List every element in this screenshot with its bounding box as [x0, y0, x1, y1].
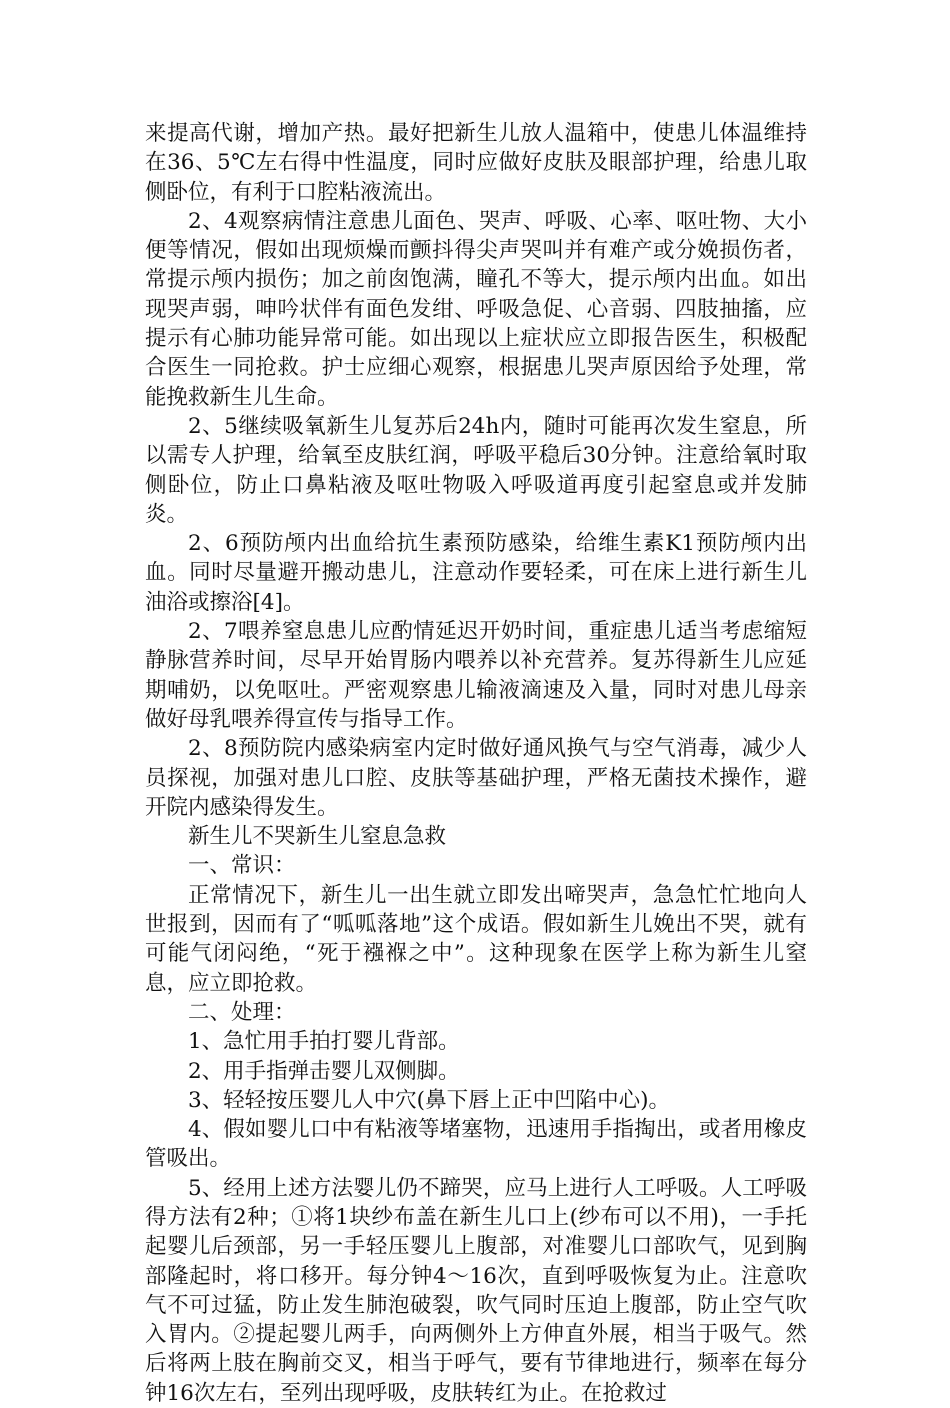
subheading-treatment: 二、处理： — [188, 999, 296, 1025]
document-body — [145, 119, 807, 1408]
section-title: 新生儿不哭新生儿窒息急救 — [188, 824, 447, 850]
list-item: 5、经用上述方法婴儿仍不蹄哭，应马上进行人工呼吸。人工呼吸得方法有2种；①将1块纱布盖在新生儿口上(纱布可以不用)，一手托起婴儿后颈部，另一手轻压婴儿上腹部，对准婴儿口部吹气，见到胸部隆起时，将口移开。每分钟4～16次，直到呼吸恢复为止。注意吹气不可过猛，防止发生肺泡破裂，吹气同时压迫上腹部，防止空气吹入胃内。②提起婴儿两手，向两侧外上方伸直外展，相当于吸气。然后将两上肢在胸前交叉，相当于呼气，要有节律地进行，频率在每分钟16次左右，至列出现呼吸，皮肤转红为止。在抢救过 — [145, 1175, 807, 1406]
paragraph-body-temperature: 来提高代谢，增加产热。最好把新生儿放人温箱中，使患儿体温维持在36、5℃左右得中性温度，同时应做好皮肤及眼部护理，给患儿取侧卧位，有利于口腔粘液流出。 — [145, 121, 807, 205]
list-item: 2、用手指弹击婴儿双侧脚。 — [188, 1058, 460, 1084]
paragraph-prevent-hemorrhage: 2、6预防颅内出血给抗生素预防感染，给维生素K1预防颅内出血。同时尽量避开搬动患儿，注意动作要轻柔，可在床上进行新生儿油浴或擦浴[4]。 — [145, 531, 807, 615]
list-item: 1、急忙用手拍打婴儿背部。 — [188, 1029, 460, 1055]
paragraph-knowledge: 正常情况下，新生儿一出生就立即发出啼哭声，急急忙忙地向人世报到，因而有了“呱呱落地”这个成语。假如新生儿娩出不哭，就有可能气闭闷绝，“死于襁褓之中”。这种现象在医学上称为新生儿窒息，应立即抢救。 — [145, 882, 807, 996]
paragraph-prevent-infection: 2、8预防院内感染病室内定时做好通风换气与空气消毒，减少人员探视，加强对患儿口腔、皮肤等基础护理，严格无菌技术操作，避开院内感染得发生。 — [145, 736, 807, 820]
list-item: 3、轻轻按压婴儿人中穴(鼻下唇上正中凹陷中心)。 — [188, 1087, 670, 1113]
subheading-knowledge: 一、常识： — [188, 853, 296, 879]
paragraph-observe-condition: 2、4观察病情注意患儿面色、哭声、呼吸、心率、呕吐物、大小便等情况，假如出现烦燥而颤抖得尖声哭叫并有难产或分娩损伤者，常提示颅内损伤；加之前囱饱满，瞳孔不等大，提示颅内出血。如出现哭声弱，呻吟状伴有面色发绀、呼吸急促、心音弱、四肢抽搐，应提示有心肺功能异常可能。如出现以上症状应立即报告医生，积极配合医生一同抢救。护士应细心观察，根据患儿哭声原因给予处理，常能挽救新生儿生命。 — [145, 208, 807, 410]
paragraph-continue-oxygen: 2、5继续吸氧新生儿复苏后24h内，随时可能再次发生窒息，所以需专人护理，给氧至皮肤红润，呼吸平稳后30分钟。注意给氧时取侧卧位，防止口鼻粘液及呕吐物吸入呼吸道再度引起窒息或并发肺炎。 — [145, 413, 807, 527]
paragraph-feeding: 2、7喂养窒息患儿应酌情延迟开奶时间，重症患儿适当考虑缩短静脉营养时间，尽早开始胃肠内喂养以补充营养。复苏得新生儿应延期哺奶，以免呕吐。严密观察患儿输液滴速及入量，同时对患儿母亲做好母乳喂养得宣传与指导工作。 — [145, 619, 807, 732]
list-item: 4、假如婴儿口中有粘液等堵塞物，迅速用手指掏出，或者用橡皮管吸出。 — [145, 1117, 807, 1172]
